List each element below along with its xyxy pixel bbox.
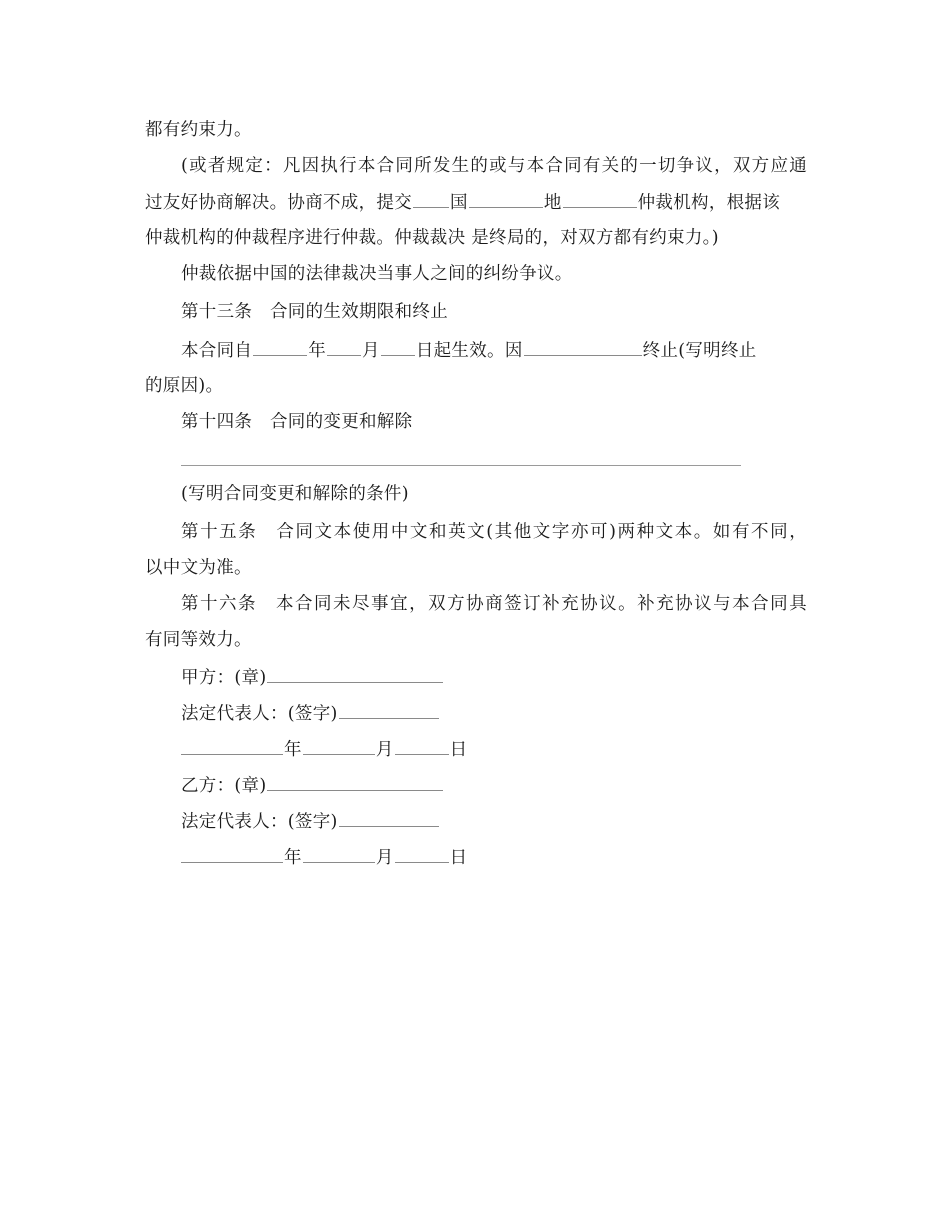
party-a-signature-blank[interactable] [339,701,439,719]
party-a-year-blank[interactable] [181,737,283,755]
day-label: 日 [449,848,468,868]
article-16-line-1 [181,592,807,616]
paragraph-text: 第十五条 合同文本使用中文和英文(其他文字亦可)两种文本。如有不同， [181,522,807,542]
arbitration-alt-line-3 [145,226,719,250]
year-label: 年 [284,740,302,760]
article-14-note [181,482,409,506]
article-15-line-2 [145,556,252,580]
heading-text: 第十三条 合同的生效期限和终止 [181,302,448,322]
day-label: 日 [449,740,468,760]
party-b-label: 乙方：(章) [181,776,267,796]
termination-reason-blank[interactable] [524,338,642,356]
month-label: 月 [375,740,394,760]
institution-blank[interactable] [563,190,637,208]
party-a-rep-label: 法定代表人：(签字) [181,704,338,724]
article-15-line-1 [181,520,807,544]
location-blank[interactable] [469,190,543,208]
governing-law-paragraph [181,262,573,286]
paragraph-text: 日起生效。因 [415,341,523,361]
party-a-seal-blank[interactable] [267,665,443,683]
paragraph-text: (写明合同变更和解除的条件) [181,484,409,504]
paragraph-text: 有同等效力。 [145,630,252,650]
party-b-day-blank[interactable] [395,845,449,863]
party-a-seal-line [181,665,444,689]
amendment-conditions-blank[interactable] [181,465,741,466]
article-13-line-2 [145,374,223,398]
arbitration-alt-line-2 [145,190,780,214]
party-a-month-blank[interactable] [303,737,375,755]
party-a-date-line [181,737,467,761]
paragraph-text: 仲裁机构，根据该 [637,193,781,213]
paragraph-text: 仲裁依据中国的法律裁决当事人之间的纠纷争议。 [181,264,573,284]
paragraph-text: (或者规定：凡因执行本合同所发生的或与本合同有关的一切争议，双方应通 [181,156,807,176]
party-b-seal-line [181,773,444,797]
party-a-label: 甲方：(章) [181,668,267,688]
effective-year-blank[interactable] [253,338,307,356]
article-13-heading [181,300,448,324]
article-16-line-2 [145,628,252,652]
paragraph-text: 月 [362,341,380,361]
paragraph-text: 年 [308,341,327,361]
year-label: 年 [284,848,302,868]
paragraph-text: 本合同自 [181,341,253,361]
party-b-month-blank[interactable] [303,845,375,863]
party-a-day-blank[interactable] [395,737,449,755]
article-13-line-1 [181,338,757,362]
paragraph-continuation [145,118,252,142]
article-14-heading [181,410,412,434]
party-b-seal-blank[interactable] [267,773,443,791]
month-label: 月 [375,848,394,868]
paragraph-text: 第十六条 本合同未尽事宜，双方协商签订补充协议。补充协议与本合同具 [181,594,807,614]
paragraph-text: 地 [543,193,562,213]
paragraph-text: 国 [450,193,468,213]
party-a-rep-line [181,701,440,725]
paragraph-text: 都有约束力。 [145,120,252,140]
heading-text: 第十四条 合同的变更和解除 [181,412,413,432]
party-b-year-blank[interactable] [181,845,283,863]
paragraph-text: 仲裁机构的仲裁程序进行仲裁。仲裁裁决 是终局的，对双方都有约束力。) [145,228,719,248]
party-b-rep-label: 法定代表人：(签字) [181,812,338,832]
country-blank[interactable] [413,190,449,208]
party-b-date-line [181,845,467,869]
effective-month-blank[interactable] [327,338,361,356]
party-b-signature-blank[interactable] [339,809,439,827]
paragraph-text: 终止(写明终止 [642,341,757,361]
effective-day-blank[interactable] [381,338,415,356]
paragraph-text: 以中文为准。 [145,558,252,578]
party-b-rep-line [181,809,440,833]
arbitration-alt-line-1 [181,154,807,178]
paragraph-text: 的原因)。 [145,376,224,396]
paragraph-text: 过友好协商解决。协商不成，提交 [145,193,412,213]
